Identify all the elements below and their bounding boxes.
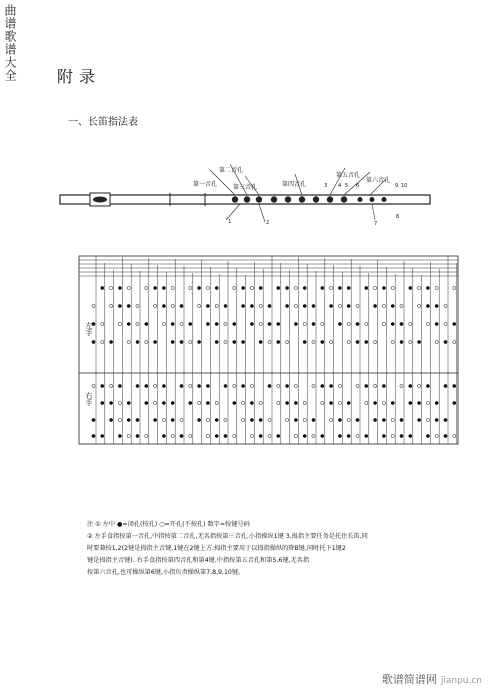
key-number-4: 4 — [338, 183, 342, 189]
key-number-9: 9 — [395, 183, 399, 189]
note-line-2: ② 左手食指按第一音孔,中指按第二音孔,无名指按第三音孔,小指操纵1键 3,拇指主要任务是托住长笛,同 — [87, 533, 368, 540]
hole-label-6: 第六音孔 — [366, 177, 391, 184]
section-title: 一、长笛指法表 — [68, 117, 138, 128]
flute-diagram — [50, 160, 440, 230]
vertical-site-title: 曲谱歌谱大全 — [3, 4, 17, 82]
key-number-10: 10 — [401, 183, 408, 189]
note-line-4: 键是拇指主音键). 右手食指按第四音孔和第4键,中指按第五音孔和第5,6键,无名指 — [87, 557, 310, 564]
watermark — [382, 671, 482, 687]
fingering-chart — [78, 248, 460, 448]
row-label-left-hand: 左手 — [85, 322, 93, 336]
watermark-text: 歌谱简谱网 — [381, 673, 437, 686]
key-number-1: 1 — [228, 219, 232, 225]
key-number-6: 6 — [356, 183, 360, 189]
hole-label-3: 第三音孔 — [233, 184, 258, 191]
page-heading: 附录 — [57, 67, 102, 86]
key-number-2: 2 — [266, 220, 270, 226]
note-line-5: 按第六音孔,也可操纵第6键,小指负责操纵第7,8,9,10键。 — [87, 569, 245, 576]
hole-label-1: 第一音孔 — [193, 181, 218, 188]
key-number-7: 7 — [374, 221, 378, 227]
hole-label-5: 第五音孔 — [336, 172, 361, 179]
key-number-8: 8 — [396, 214, 400, 220]
hole-label-2: 第二音孔 — [219, 167, 244, 174]
watermark-url: jianpu.cn — [440, 676, 482, 686]
row-label-right-hand: 右手 — [85, 392, 93, 406]
note-line-1: 注 ① 左中 ●=闭孔(按孔) ○=开孔(不按孔) 数字=按键号码 — [87, 521, 250, 528]
note-line-3: 时要兼按1,2(2键是拇指主音键,1键在2键上方;拇指主要用于以拇指操纵的降B键,同时托下1键2 — [87, 545, 346, 552]
key-number-3: 3 — [324, 183, 328, 189]
hole-label-4: 第四音孔 — [282, 181, 307, 188]
key-number-5: 5 — [345, 183, 349, 189]
